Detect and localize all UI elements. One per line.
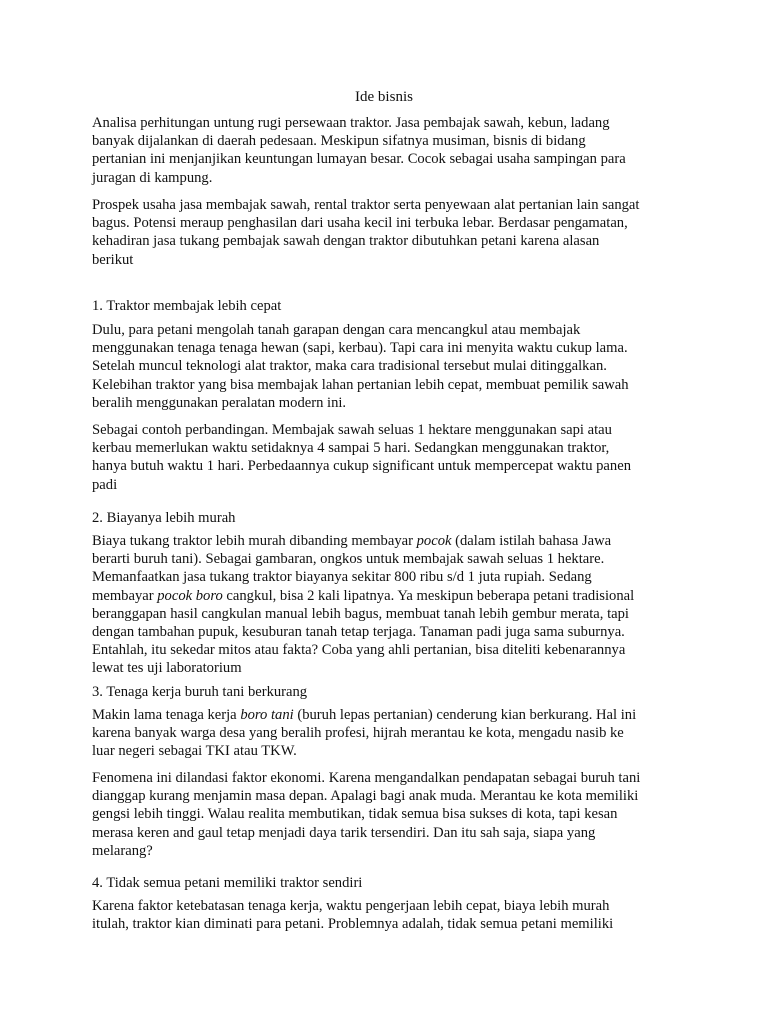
paragraph-comparison xyxy=(92,421,672,494)
italic-term: pocok xyxy=(416,533,452,549)
text-line: juragan di kampung. xyxy=(92,169,213,186)
paragraph-section-2 xyxy=(92,532,672,678)
section-heading-4 xyxy=(92,874,672,892)
paragraph-section-4 xyxy=(92,897,672,933)
text-line xyxy=(92,532,672,550)
text-run: (dalam istilah bahasa Jawa xyxy=(451,533,612,549)
heading-text: 3. Tenaga kerja buruh tani berkurang xyxy=(92,684,308,700)
text-line: Memanfaatkan jasa tukang traktor biayanya sekitar 800 ribu s/d 1 juta rupiah. Sedang xyxy=(92,569,592,586)
heading-text: 4. Tidak semua petani memiliki traktor sendiri xyxy=(92,875,363,891)
text-line: Kelebihan traktor yang bisa membajak lahan pertanian lebih cepat, membuat pemilik sawah xyxy=(92,376,629,393)
text-line: merasa keren and gaul tetap menjadi daya tarik tersendiri. Dan itu sah saja, siapa yang xyxy=(92,824,596,841)
text-run: (buruh lepas pertanian) cenderung kian berkurang. Hal ini xyxy=(293,707,637,723)
text-line: pertanian ini menjanjikan keuntungan lumayan besar. Cocok sebagai usaha sampingan para xyxy=(92,151,626,168)
heading-text: 2. Biayanya lebih murah xyxy=(92,510,236,526)
text-line: hanya butuh waktu 1 hari. Perbedaannya cukup significant untuk mempercepat waktu panen xyxy=(92,458,631,475)
text-line: Sebagai contoh perbandingan. Membajak sawah seluas 1 hektare menggunakan sapi atau xyxy=(92,422,612,438)
text-line: karena banyak warga desa yang beralih profesi, hijrah merantau ke kota, mengadu nasib ke xyxy=(92,725,624,742)
text-line: berikut xyxy=(92,251,134,268)
text-line: beralih menggunakan peralatan modern ini. xyxy=(92,394,347,411)
italic-term: boro tani xyxy=(240,707,294,723)
document-title: Ide bisnis xyxy=(355,89,413,105)
text-line: luar negeri sebagai TKI atau TKW. xyxy=(92,743,297,760)
text-run: membayar xyxy=(92,587,158,604)
text-line: kehadiran jasa tukang pembajak sawah dengan traktor dibutuhkan petani karena alasan xyxy=(92,233,600,250)
text-run: Makin lama tenaga kerja xyxy=(92,707,241,723)
text-line: beranggapan hasil cangkulan manual lebih bagus, membuat tanah lebih gembur merata, tapi xyxy=(92,605,629,622)
italic-term: pocok boro xyxy=(157,587,223,604)
text-run: cangkul, bisa 2 kali lipatnya. Ya meskipun beberapa petani tradisional xyxy=(222,587,635,604)
text-line xyxy=(92,706,672,724)
section-heading-1 xyxy=(92,297,672,315)
text-line: Dulu, para petani mengolah tanah garapan dengan cara mencangkul atau membajak xyxy=(92,322,581,338)
text-line: lewat tes uji laboratorium xyxy=(92,660,242,677)
paragraph-prospect xyxy=(92,196,672,269)
text-line: dianggap kurang menjamin masa depan. Apalagi bagi anak muda. Merantau ke kota memiliki xyxy=(92,788,639,805)
text-line: padi xyxy=(92,476,118,493)
text-line: Karena faktor ketebatasan tenaga kerja, waktu pengerjaan lebih cepat, biaya lebih murah xyxy=(92,898,610,914)
text-line: Entahlah, itu sekedar mitos atau fakta? Coba yang ahli pertanian, bisa diteliti kebenarannya xyxy=(92,642,626,659)
section-heading-3 xyxy=(92,683,672,701)
text-line: banyak dijalankan di daerah pedesaan. Meskipun sifatnya musiman, bisnis di bidang xyxy=(92,133,586,150)
text-line: kerbau memerlukan waktu setidaknya 4 sampai 5 hari. Sedangkan menggunakan traktor, xyxy=(92,440,610,457)
text-line: Analisa perhitungan untung rugi persewaan traktor. Jasa pembajak sawah, kebun, ladang xyxy=(92,115,610,131)
paragraph-section-3 xyxy=(92,706,672,761)
paragraph-section-1 xyxy=(92,321,672,412)
paragraph-phenomenon xyxy=(92,769,672,860)
text-line: Fenomena ini dilandasi faktor ekonomi. Karena mengandalkan pendapatan sebagai buruh tani xyxy=(92,770,641,786)
text-line: Prospek usaha jasa membajak sawah, rental traktor serta penyewaan alat pertanian lain sangat xyxy=(92,197,640,213)
paragraph-intro xyxy=(92,114,672,187)
text-line xyxy=(92,587,672,605)
text-line: menggunakan tenaga tenaga hewan (sapi, kerbau). Tapi cara ini menyita waktu cukup lama. xyxy=(92,340,628,357)
heading-text: 1. Traktor membajak lebih cepat xyxy=(92,298,282,314)
text-line: gengsi lebih tinggi. Walau realita membutikan, tidak semua bisa sukses di kota, tapi kesan xyxy=(92,806,618,823)
text-line: Setelah muncul teknologi alat traktor, maka cara tradisional tersebut mulai ditinggalkan. xyxy=(92,358,607,375)
text-run: Biaya tukang traktor lebih murah dibanding membayar xyxy=(92,533,417,549)
text-line: bagus. Potensi meraup penghasilan dari usaha kecil ini terbuka lebar. Berdasar pengamatan, xyxy=(92,215,628,232)
text-line: itulah, traktor kian diminati para petani. Problemnya adalah, tidak semua petani memiliki xyxy=(92,916,614,933)
text-line: dengan tambahan pupuk, kesuburan tanah tetap terjaga. Tanaman padi juga sama suburnya. xyxy=(92,624,625,641)
text-line: berarti buruh tani). Sebagai gambaran, ongkos untuk membajak sawah seluas 1 hektare. xyxy=(92,551,605,568)
section-heading-2 xyxy=(92,509,672,527)
text-line: melarang? xyxy=(92,842,153,859)
